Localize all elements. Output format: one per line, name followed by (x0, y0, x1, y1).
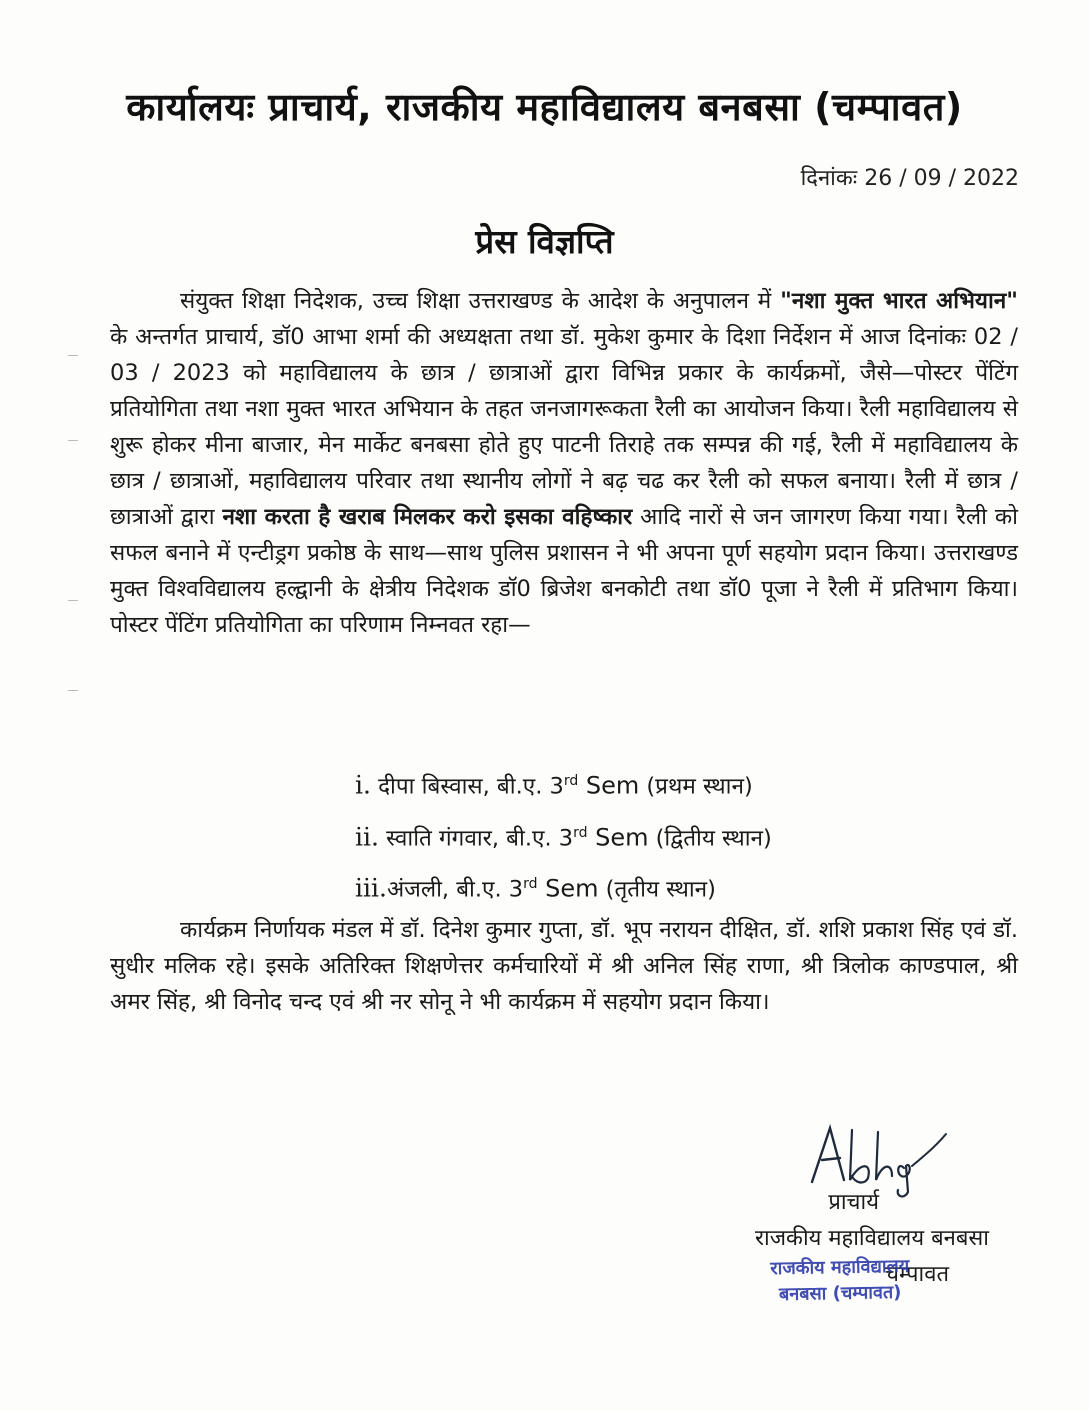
document-date: दिनांकः 26 / 09 / 2022 (800, 166, 1019, 191)
institution-name: राजकीय महाविद्यालय बनबसा (755, 1226, 989, 1251)
result-place: (प्रथम स्थान) (639, 773, 753, 800)
committee-paragraph (110, 912, 1018, 1020)
paragraph-text: आदि नारों से जन जागरण किया गया। रैली को सफल बनाने में एन्टीड्रग प्रकोष्ठ के साथ—साथ पुलिस प्रशासन ने भी अपना पूर्ण सहयोग प्रदान किया। उत्तराखण्ड मुक्त विश्वविद्यालय हल्द्वानी के क्षेत्रीय निदेशक डॉ0 ब्रिजेश बनकोटी तथा डॉ0 पूजा ने रैली में प्रतिभाग किया। पोस्टर पेंटिंग प्रतियोगिता का परिणाम निम्नवत रहा— (110, 504, 1018, 638)
result-sem: Sem (587, 823, 649, 851)
result-number: i. (355, 770, 371, 800)
result-place: (द्वितीय स्थान) (648, 825, 772, 851)
result-name: अंजली, बी.ए. 3 (386, 876, 524, 903)
result-superscript: rd (523, 876, 538, 892)
result-number: iii. (355, 873, 387, 903)
paragraph-text: कार्यक्रम निर्णायक मंडल में डॉ. दिनेश कुमार गुप्ता, डॉ. भूप नरायन दीक्षित, डॉ. शशि प्रकाश सिंह एवं डॉ. सुधीर मलिक रहे। इसके अतिरिक्त शिक्षणेत्तर कर्मचारियों में श्री अनिल सिंह राणा, श्री त्रिलोक काण्डपाल, श्री अमर सिंह, श्री विनोद चन्द एवं श्री नर सोनू ने भी कार्यक्रम में सहयोग प्रदान किया। (110, 917, 1018, 1015)
scan-mark (68, 600, 78, 601)
stamp-line: बनबसा (चम्पावत) (778, 1281, 902, 1306)
result-place: (तृतीय स्थान) (598, 876, 716, 903)
main-paragraph (110, 283, 1018, 643)
result-superscript: rd (563, 773, 579, 789)
result-name: दीपा बिस्वास, बी.ए. 3 (378, 773, 564, 800)
stamp-line: राजकीय महाविद्यालय (770, 1255, 910, 1280)
campaign-name: "नशा मुक्त भारत अभियान" (780, 288, 1018, 314)
scan-mark (68, 690, 78, 691)
document-title: प्रेस विज्ञप्ति (475, 222, 614, 261)
paragraph-text: के अन्तर्गत प्राचार्य, डॉ0 आभा शर्मा की अध्यक्षता तथा डॉ. मुकेश कुमार के दिशा निर्देशन में आज दिनांकः 02 / 03 / 2023 को महाविद्यालय के छात्र / छात्राओं द्वारा विभिन्न प्रकार के कार्यक्रमों, जैसे—पोस्टर पेंटिंग प्रतियोगिता तथा नशा मुक्त भारत अभियान के तहत जनजागरूकता रैली का आयोजन किया। रैली महाविद्यालय से शुरू होकर मीना बाजार, मेन मार्केट बनबसा होते हुए पाटनी तिराहे तक सम्पन्न की गई, रैली में महाविद्यालय के छात्र / छात्राओं, महाविद्यालय परिवार तथा स्थानीय लोगों ने बढ़ चढ कर रैली को सफल बनाया। रैली में छात्र / छात्राओं द्वारा (110, 324, 1018, 530)
result-name: स्वाति गंगवार, बी.ए. 3 (386, 825, 574, 851)
result-item (355, 810, 772, 862)
scan-mark (68, 440, 78, 441)
paragraph-text: संयुक्त शिक्षा निदेशक, उच्च शिक्षा उत्तराखण्ड के आदेश के अनुपालन में (180, 288, 781, 314)
designation: प्राचार्य (828, 1190, 879, 1215)
result-item (355, 861, 772, 913)
result-item (355, 758, 772, 810)
result-sem: Sem (578, 771, 640, 800)
slogan-text: नशा करता है खराब मिलकर करो इसका वहिष्कार (222, 504, 633, 530)
office-stamp (740, 1253, 941, 1308)
result-number: ii. (355, 822, 379, 851)
result-sem: Sem (537, 874, 599, 903)
office-heading: कार्यालयः प्राचार्य, राजकीय महाविद्यालय बनबसा (चम्पावत) (126, 85, 963, 129)
result-superscript: rd (573, 824, 588, 841)
scan-mark (68, 355, 78, 356)
district-name: चम्पावत (885, 1262, 949, 1287)
results-list (355, 758, 772, 913)
